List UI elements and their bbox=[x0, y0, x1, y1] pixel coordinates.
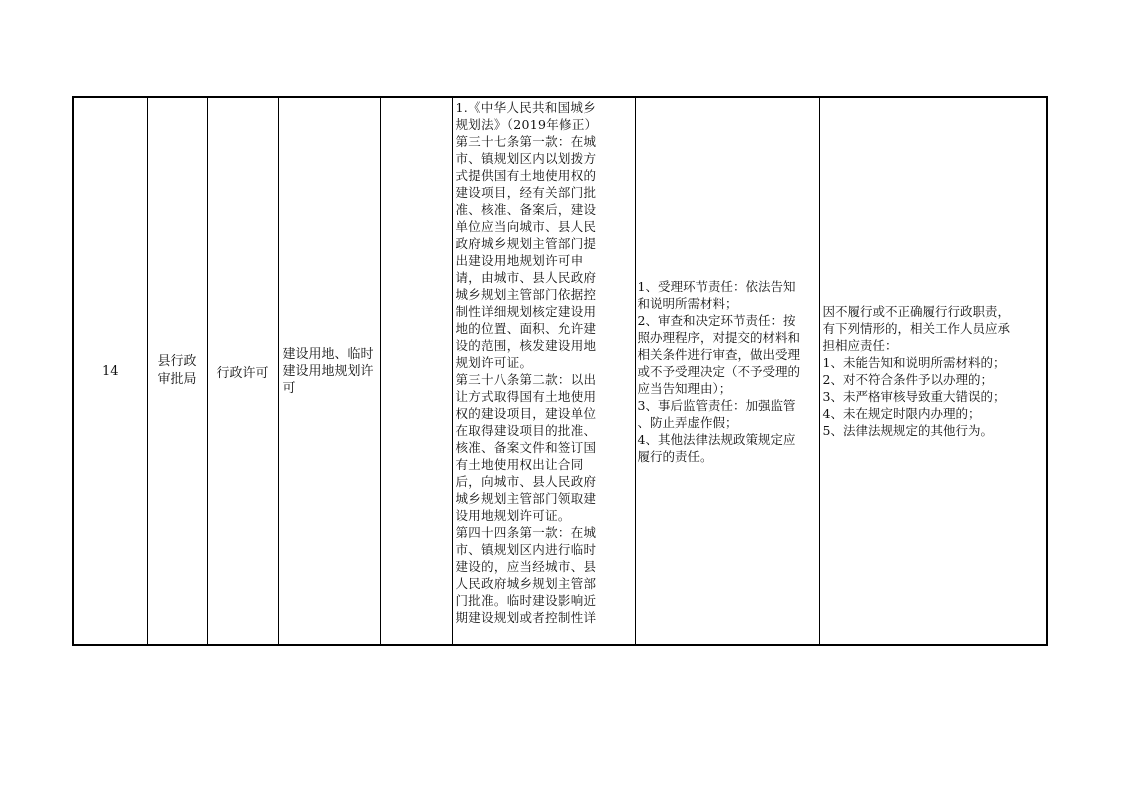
table-row bbox=[73, 97, 1047, 645]
row-number: 14 bbox=[101, 363, 119, 379]
legal-basis-line: 设用地规划许可证。 bbox=[455, 508, 571, 523]
liability-cell bbox=[819, 97, 1047, 645]
responsibility-line: 照办理程序，对提交的材料和 bbox=[637, 329, 801, 345]
legal-basis-line: 市、镇规划区内以划拨方 bbox=[455, 151, 597, 166]
liability-line: 5、法律法规规定的其他行为。 bbox=[822, 423, 993, 438]
responsibility-line: 履行的责任。 bbox=[637, 448, 713, 464]
responsibility-table bbox=[72, 96, 1048, 646]
responsibility-text bbox=[638, 278, 817, 465]
responsibility-cell bbox=[635, 97, 819, 645]
responsibility-line: 和说明所需材料； bbox=[637, 295, 738, 311]
responsibility-line: 3、事后监管责任：加强监管 bbox=[637, 397, 796, 413]
legal-basis-line: 在取得建设项目的批准、 bbox=[455, 423, 597, 438]
department-cell bbox=[147, 97, 207, 645]
legal-basis-line: 政府城乡规划主管部门提 bbox=[455, 236, 597, 251]
legal-basis-line: 期建设规划或者控制性详 bbox=[455, 610, 597, 625]
liability-line: 3、未严格审核导致重大错误的； bbox=[822, 389, 1006, 404]
legal-basis-line: 规划法》（2019年修正） bbox=[455, 117, 598, 132]
type-cell bbox=[207, 97, 278, 645]
legal-basis-line: 规划许可证。 bbox=[455, 355, 533, 370]
legal-basis-line: 式提供国有土地使用权的 bbox=[455, 168, 597, 183]
legal-basis-line: 建设项目，经有关部门批 bbox=[455, 185, 597, 200]
liability-line: 1、未能告知和说明所需材料的； bbox=[822, 355, 1006, 370]
legal-basis-line: 权的建设项目，建设单位 bbox=[455, 406, 597, 421]
legal-basis-line: 让方式取得国有土地使用 bbox=[455, 389, 597, 404]
responsibility-line: 应当告知理由）； bbox=[637, 380, 732, 396]
legal-basis-line: 第四十四条第一款：在城 bbox=[455, 525, 597, 540]
liability-line: 4、未在规定时限内办理的； bbox=[822, 406, 981, 421]
responsibility-line: 、防止弄虚作假； bbox=[637, 414, 738, 430]
legal-basis-line: 第三十七条第一款：在城 bbox=[455, 134, 597, 149]
legal-basis-line: 门批准。临时建设影响近 bbox=[455, 593, 597, 608]
liability-line: 有下列情形的，相关工作人员应承 bbox=[822, 321, 1011, 336]
liability-text bbox=[823, 303, 1044, 439]
legal-basis-line: 核准、备案文件和签订国 bbox=[455, 440, 597, 455]
legal-basis-line: 城乡规划主管部门领取建 bbox=[455, 491, 597, 506]
legal-basis-line: 制性详细规划核定建设用 bbox=[455, 304, 597, 319]
liability-line: 因不履行或不正确履行行政职责， bbox=[822, 304, 1011, 319]
subitem-cell bbox=[380, 97, 452, 645]
item-name: 建设用地、临时建设用地规划许可 bbox=[282, 346, 374, 396]
legal-basis-line: 人民政府城乡规划主管部 bbox=[455, 576, 597, 591]
legal-basis-line: 市、镇规划区内进行临时 bbox=[455, 542, 597, 557]
legal-basis-line: 设的范围，核发建设用地 bbox=[455, 338, 597, 353]
permit-type: 行政许可 bbox=[216, 365, 269, 381]
legal-basis-line: 城乡规划主管部门依据控 bbox=[455, 287, 597, 302]
legal-basis-text bbox=[453, 98, 635, 644]
department-name: 县行政审批局 bbox=[157, 354, 197, 387]
item-cell bbox=[278, 97, 380, 645]
legal-basis-line: 地的位置、面积、允许建 bbox=[455, 321, 597, 336]
responsibility-line: 2、审查和决定环节责任：按 bbox=[637, 312, 796, 328]
legal-basis-line: 第三十八条第二款：以出 bbox=[455, 372, 597, 387]
legal-basis-line: 建设的，应当经城市、县 bbox=[455, 559, 597, 574]
legal-basis-line: 单位应当向城市、县人民 bbox=[455, 219, 597, 234]
legal-basis-line: 出建设用地规划许可申 bbox=[455, 253, 584, 268]
legal-basis-cell bbox=[452, 97, 635, 645]
liability-line: 担相应责任： bbox=[822, 338, 898, 353]
legal-basis-line: 有土地使用权出让合同 bbox=[455, 457, 584, 472]
responsibility-line: 或不予受理决定（不予受理的 bbox=[637, 363, 801, 379]
legal-basis-line: 后，向城市、县人民政府 bbox=[455, 474, 597, 489]
legal-basis-line: 1.《中华人民共和国城乡 bbox=[455, 100, 597, 115]
responsibility-line: 1、受理环节责任：依法告知 bbox=[637, 278, 796, 294]
legal-basis-line: 请，由城市、县人民政府 bbox=[455, 270, 597, 285]
row-number-cell bbox=[73, 97, 147, 645]
responsibility-line: 相关条件进行审查，做出受理 bbox=[637, 346, 801, 362]
legal-basis-line: 准、核准、备案后，建设 bbox=[455, 202, 597, 217]
liability-line: 2、对不符合条件予以办理的； bbox=[822, 372, 993, 387]
responsibility-line: 4、其他法律法规政策规定应 bbox=[637, 431, 796, 447]
